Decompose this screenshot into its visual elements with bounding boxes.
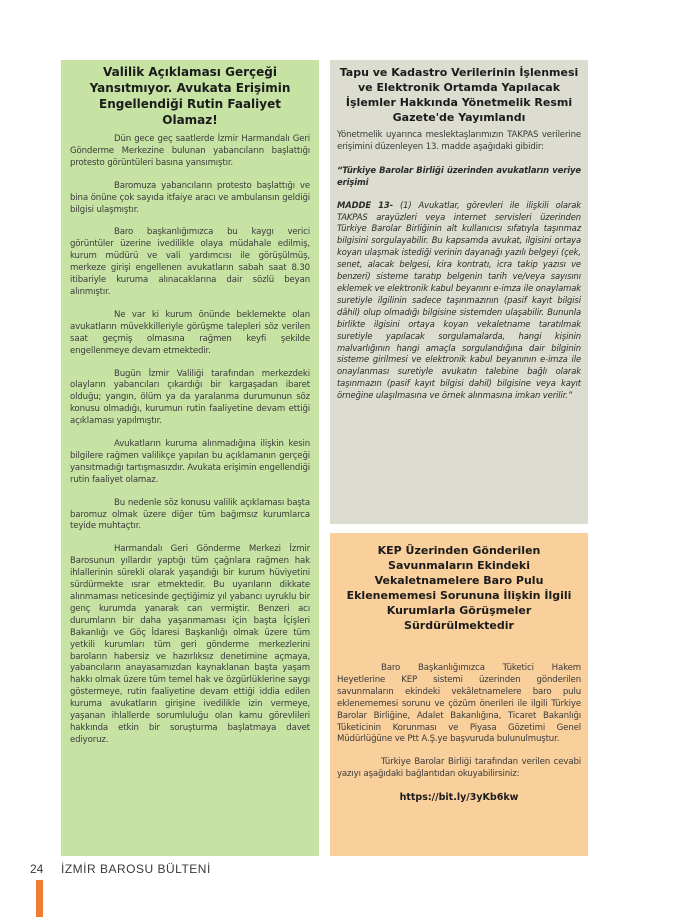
regulation-quote-heading: “Türkiye Barolar Birliği üzerinden avukatların veriye erişimi [337,164,581,187]
regulation-article-title: Tapu ve Kadastro Verilerinin İşlenmesi ve Elektronik Ortamda Yapılacak İşlemler Hakkında Yönetmelik Resmi Gazete'de Yayımlandı [339,66,579,124]
regulation-intro: Yönetmelik uyarınca meslektaşlarımızın TAKPAS verilerine erişimini düzenleyen 13. madde aşağıdaki gibidir: [337,130,581,152]
regulation-article-13 [337,200,581,402]
kep-paragraph: Türkiye Barolar Birliği tarafından verilen cevabi yazıyı aşağıdaki bağlantıdan okuyabilirsiniz: [337,757,581,780]
left-paragraph: Dün gece geç saatlerde İzmir Harmandalı Geri Gönderme Merkezine bulunan yabancıların başlattığı protesto görüntüleri basına yansımıştır. [70,134,310,168]
left-article-body [70,134,310,747]
left-paragraph: Ne var ki kurum önünde beklemekte olan avukatların müvekkilleriyle görüşme talepleri söz verilen saat geçmiş olmasına rağmen keyfi şekilde engellenmeye devam etmektedir. [70,309,310,356]
kep-article-panel [330,533,588,856]
kep-article-title: KEP Üzerinden Gönderilen Savunmaların Ekindeki Vekaletnamelere Baro Pulu Eklenememesi Sorununa İlişkin İlgili Kurumlarla Görüşmeler Sürdürülmektedir [346,544,572,632]
publication-title: İZMİR BAROSU BÜLTENİ [61,862,211,876]
kep-paragraph: Baro Başkanlığımızca Tüketici Hakem Heyetlerine KEP sistemi üzerinden gönderilen savunmaların ekindeki vekâletnamelere baro pulu eklenememesi sorunu ve çözüm önerileri ile ilgili Türkiye Barolar Birliğine, Adalet Bakanlığına, Ticaret Bakanlığı Tüketicinin Korunması ve Piyasa Gözetimi Genel Müdürlüğüne ve Ptt A.Ş.ye başvuruda bulunulmuştur. [337,663,581,745]
kep-link[interactable]: https://bit.ly/3yKb6kw [399,792,519,804]
left-paragraph: Baromuza yabancıların protesto başlattığı ve bina önüne çok sayıda itfaiye aracı ve ambulansın geldiği bilgisi ulaşmıştır. [70,180,310,215]
left-paragraph: Bugün İzmir Valiliği tarafından merkezdeki olayların yabancıları çıkardığı bir kargaşadan ibaret olduğu; yangın, ölüm ya da yaralanma durumunun söz konusu olmadığı, kurumun rutin faaliyetine devam ettiği açıklaması yapılmıştır. [70,368,310,427]
left-paragraph: Bu nedenle söz konusu valilik açıklaması başta baromuz olmak üzere diğer tüm bağımsız kurumlarca teyide muhtaçtır. [70,497,310,532]
left-article-panel [61,60,319,856]
left-article-title: Valilik Açıklaması Gerçeği Yansıtmıyor. Avukata Erişimin Engellendiği Rutin Faaliyet Olamaz! [89,65,291,127]
page-number: 24 [30,862,44,876]
left-paragraph: Harmandalı Geri Gönderme Merkezi İzmir Barosunun yıllardır yaptığı tüm çağrılara rağmen hak ihlallerinin sürekli olarak yaşandığı bir kurum hüviyetini sürdürmekte ısrar etmektedir. Bu uyarıların dikkate alınmaması neticesinde geçtiğimiz yıl yabancı uyruklu bir genç kurumda yanarak can vermiştir. Benzeri acı durumların bir daha yaşanmaması için başta İçişleri Bakanlığı ve Göç İdaresi Başkanlığı olmak üzere tüm yetkili kurumları tüm geri gönderme merkezlerini baroların habersiz ve hazırlıksız denetimine açmaya, yabancıların anayasamızdan kaynaklanan başta yaşam hakkı olmak üzere tüm temel hak ve özgürlüklerine saygı göstermeye, rutin faaliyetine devam ettiği iddia edilen kuruma avukatların girişine ivedilikle izin vermeye, yaşanan ihlallerde sorumluluğu olan kamu görevlileri hakkında etkin bir soruşturma başlatmaya davet ediyoruz. [70,544,310,745]
regulation-article-panel [330,60,588,524]
madde-label: MADDE 13- [337,199,393,210]
left-paragraph: Avukatların kuruma alınmadığına ilişkin kesin bilgilere rağmen valilikçe yapılan bu açıklamanın gerçeği yansıtmadığı tartışmasızdır. Avukata erişimin engellendiği rutin faaliyet olamaz. [70,439,310,485]
madde-text: (1) Avukatlar, görevleri ile ilişkili olarak TAKPAS arayüzleri veya internet servisleri üzerinden Türkiye Barolar Birliğinin alt kullanıcısı sıfatıyla taşınmaz bilgisini sorgulayabilir. Bu kapsamda avukat, ilgisini ortaya koyan ulaşmak istediği verinin dayanağı yazılı belgeyi (çek, senet, alacak belgesi, kira kontratı, icra takip yazısı ve benzeri) sisteme taratıp belgenin tarih ve/veya sayısını eklemek ve elektronik kabul beyanını e-imza ile onaylamak suretiyle ilgilinin sadece taşınmazının (pasif kayıt bilgisi dâhil) olup olmadığı bilgisine sistemden ulaşabilir. Bununla birlikte ilgisini ortaya koyan vekaletname taratılmak suretiyle yapılacak sorgulamalarda, hangi kişinin malvarlığının hangi amaçla sorgulandığına dair bilginin sisteme girilmesi ve elektronik kabul beyanının e-imza ile onaylanması suretiyle avukatın talebine bağlı olarak taşınmazın (pasif kayıt bilgisi dahil) bilgisine veya kayıt örneğine ulaşılmasına ve örnek alınmasına imkan verilir.” [337,199,581,401]
left-paragraph: Baro başkanlığımızca bu kaygı verici görüntüler üzerine ivedilikle olaya müdahale edilmiş, kurum müdürü ve vali yardımcısı ile görüşülmüş, merkeze girişi engellenen avukatların sabah saat 8.30 itibariyle kuruma alınacaklarına dair sözlü beyan alınmıştır. [70,227,310,297]
accent-bar [36,880,43,917]
